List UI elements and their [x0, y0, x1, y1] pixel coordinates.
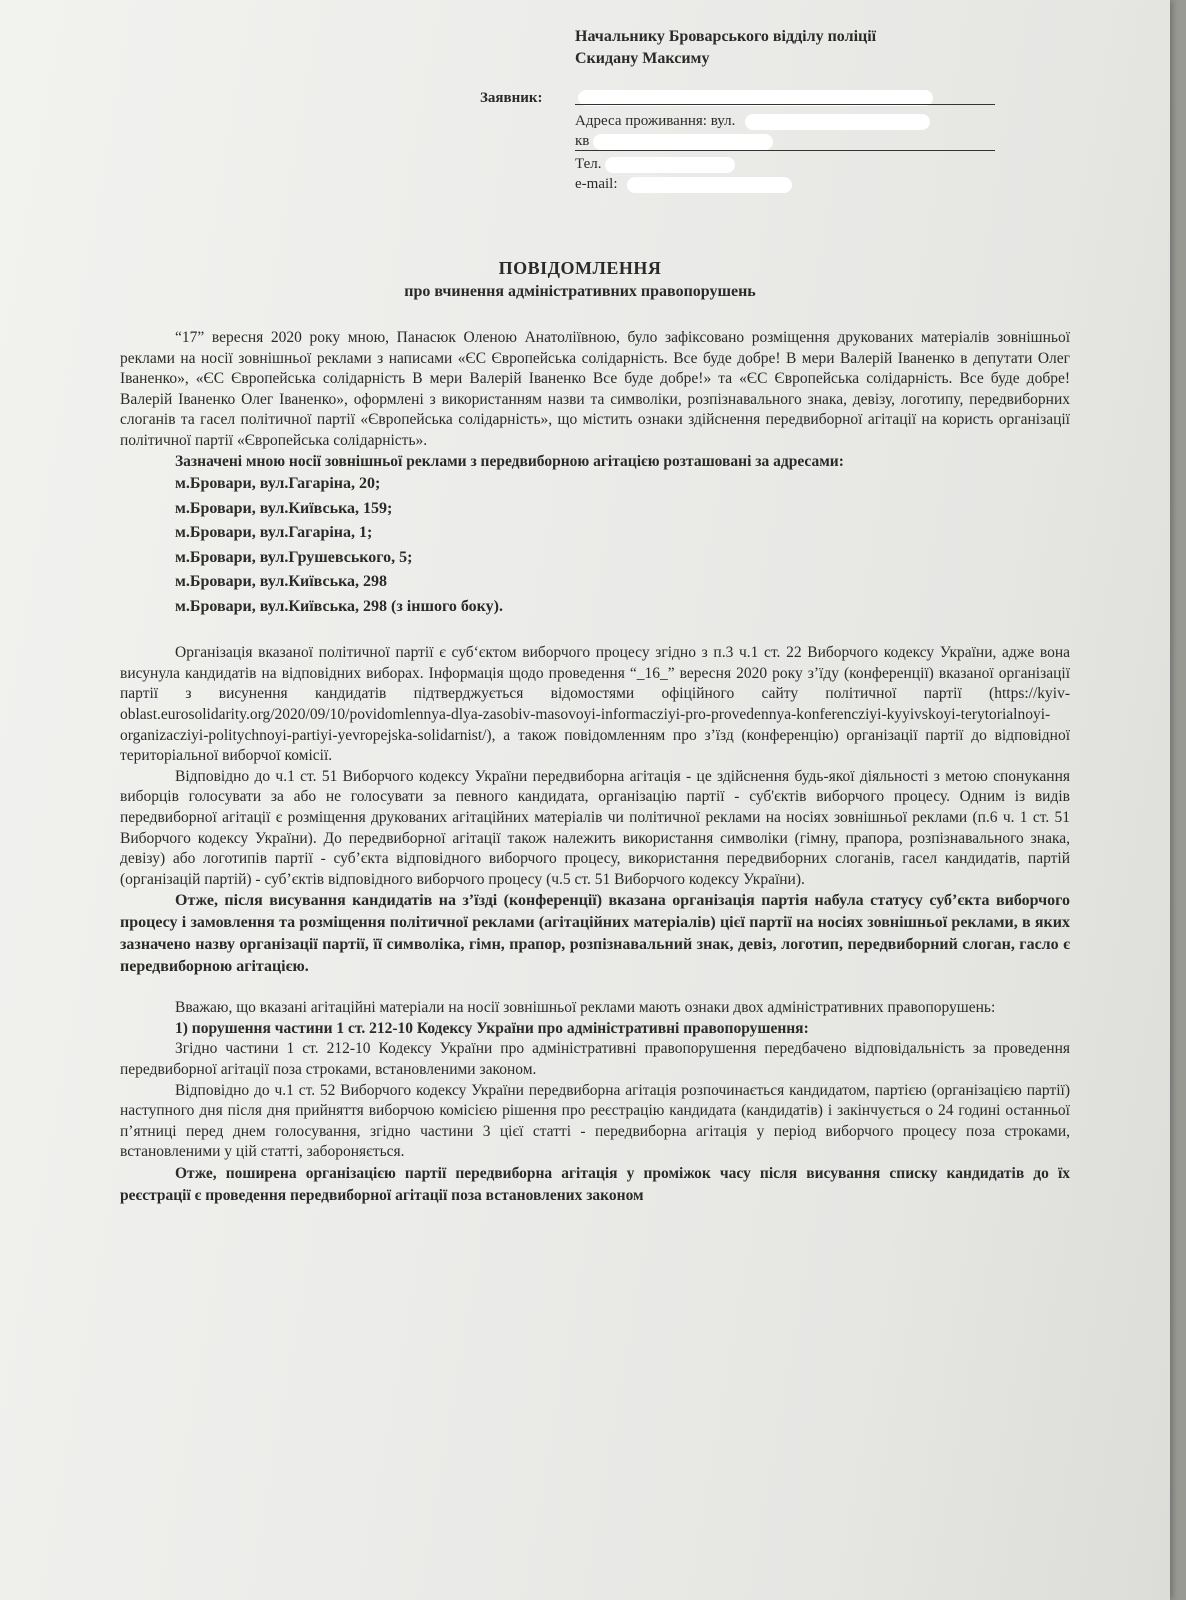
document-title: ПОВІДОМЛЕННЯ — [498, 258, 662, 278]
addressee-line-1: Начальнику Броварського відділу поліції — [575, 28, 877, 45]
address-tail: кв — [575, 133, 590, 149]
address-line — [575, 150, 995, 151]
applicant-name-line — [575, 104, 995, 105]
address-item: м.Бровари, вул.Київська, 298 — [175, 573, 388, 591]
redacted-apartment — [593, 134, 773, 150]
address-item: м.Бровари, вул.Київська, 298 (з іншого боку). — [175, 597, 503, 615]
paragraph-6: Вважаю, що вказані агітаційні матеріали на носії зовнішньої реклами мають ознаки двох адміністративних правопорушень: — [175, 999, 996, 1017]
document-subtitle: про вчинення адміністративних правопорушень — [404, 283, 756, 300]
phone-label: Тел. — [575, 156, 602, 172]
paragraph-7: 1) порушення частини 1 ст. 212-10 Кодексу України про адміністративні правопорушення: — [175, 1019, 809, 1037]
document-body — [120, 328, 1070, 1207]
paragraph-3: Організація вказаної політичної партії є суб‘єктом виборчого процесу згідно з п.3 ч.1 ст. 22 Виборчого кодексу України, адже вона висунула кандидатів на відповідних виборах. Інформація щодо проведення “_16_” вересня 2020 року з’їду (конференції) вказаної організації партії з висунення кандидатів підтверджується відомостями офіційного сайту політичної партії (https://kyiv-oblast.eurosolidarity.org/2020/09/10/povidomlennya-dlya-zasobiv-masovoyi-informacziyi-pro-provedennya-konferencziyi-kyyivskoyi-terytorialnoyi-organizacziyi-politychnoyi-partiyi-yevropejska-solidarnist/), а також повідомленням про з’їзд (конференцію) організації партії до відповідної територіальної виборчої комісії. — [120, 644, 1070, 765]
redacted-street — [745, 114, 930, 130]
address-row — [575, 112, 995, 130]
email-row — [575, 175, 792, 193]
address-item: м.Бровари, вул.Гагаріна, 20; — [175, 475, 381, 493]
applicant-label: Заявник: — [480, 90, 543, 106]
address-item: м.Бровари, вул.Грушевського, 5; — [175, 548, 413, 566]
address-item: м.Бровари, вул.Гагаріна, 1; — [175, 524, 373, 542]
address-list — [120, 472, 1070, 619]
email-label: e-mail: — [575, 176, 618, 192]
paragraph-1: “17” вересня 2020 року мною, Панасюк Оленою Анатоліївною, було зафіксовано розміщення друкованих матеріалів зовнішньої реклами на носії зовнішньої реклами з написами «ЄС Європейська солідарність. Все буде добре! В мери Валерій Іваненко в депутати Олег Іваненко», «ЄС Європейська солідарність В мери Валерій Іваненко Все буде добре!» та «ЄС Європейська солідарність. Все буде добре! Валерій Іваненко Олег Іваненко», оформлені з використанням назви та символіки, розпізнавального знака, девізу, логотипу, передвиборних слоганів та гасел політичної партії «Європейська солідарність», що містить ознаки здійснення передвиборної агітації на користь організації політичної партії «Європейська солідарність». — [120, 329, 1070, 449]
paragraph-5: Отже, після висування кандидатів на з’їзді (конференції) вказана організація партія набула статусу суб’єкта виборчого процесу і замовлення та розміщення політичної реклами (агітаційних матеріалів) цієї партії на носіях зовнішньої реклами, в яких зазначено назву організації партії, її символіка, гімн, прапор, розпізнавальний знак, девіз, логотип, передвиборний слоган, гасло є передвиборною агітацією. — [120, 892, 1070, 976]
paragraph-10: Отже, поширена організацією партії передвиборна агітація у проміжок часу після висування списку кандидатів до їх реєстрації є проведення передвиборної агітації поза встановлених законом — [120, 1165, 1070, 1205]
addressee-block — [575, 26, 995, 70]
address-label: Адреса проживання: вул. — [575, 113, 736, 129]
paragraph-9: Відповідно до ч.1 ст. 52 Виборчого кодексу України передвиборна агітація розпочинається кандидатом, партією (організацією партії) наступного дня після дня прийняття виборчою комісією рішення про реєстрацію кандидата (кандидатів) і закінчується о 24 годині останньої п’ятниці перед днем голосування, згідно частини 3 цієї статті - передвиборна агітація у період виборчого процесу поза строками, встановленими у цій статті, забороняється. — [120, 1081, 1070, 1161]
phone-row — [575, 155, 735, 173]
address-item: м.Бровари, вул.Київська, 159; — [175, 499, 393, 517]
address-row-2 — [575, 132, 773, 150]
paragraph-4: Відповідно до ч.1 ст. 51 Виборчого кодексу України передвиборна агітація - це здійснення будь-якої діяльності з метою спонукання виборців голосувати за або не голосувати за певного кандидата, організацію партії - суб'єктів виборчого процесу. Одним із видів передвиборної агітації є розміщення друкованих агітаційних матеріалів чи політичної реклами на носіях зовнішньої реклами (п.6 ч. 1 ст. 51 Виборчого кодексу України). До передвиборної агітації також належить використання символіки (гімну, прапора, розпізнавального знака, девізу) або логотипів партії - суб’єкта відповідного виборчого процесу, використання передвиборних слоганів, гасел кандидатів, партій (організацій партій) - суб’єктів відповідного виборчого процесу (ч.5 ст. 51 Виборчого кодексу України). — [120, 767, 1070, 888]
paragraph-8: Згідно частини 1 ст. 212-10 Кодексу України про адміністративні правопорушення передбачено відповідальність за проведення передвиборної агітації поза строками, встановленими законом. — [120, 1040, 1070, 1079]
redacted-phone — [605, 157, 735, 173]
paragraph-addresses-intro: Зазначені мною носії зовнішньої реклами з передвиборною агітацією розташовані за адресами: — [175, 452, 844, 470]
addressee-line-2: Скидану Максиму — [575, 50, 710, 67]
redacted-email — [627, 177, 792, 193]
